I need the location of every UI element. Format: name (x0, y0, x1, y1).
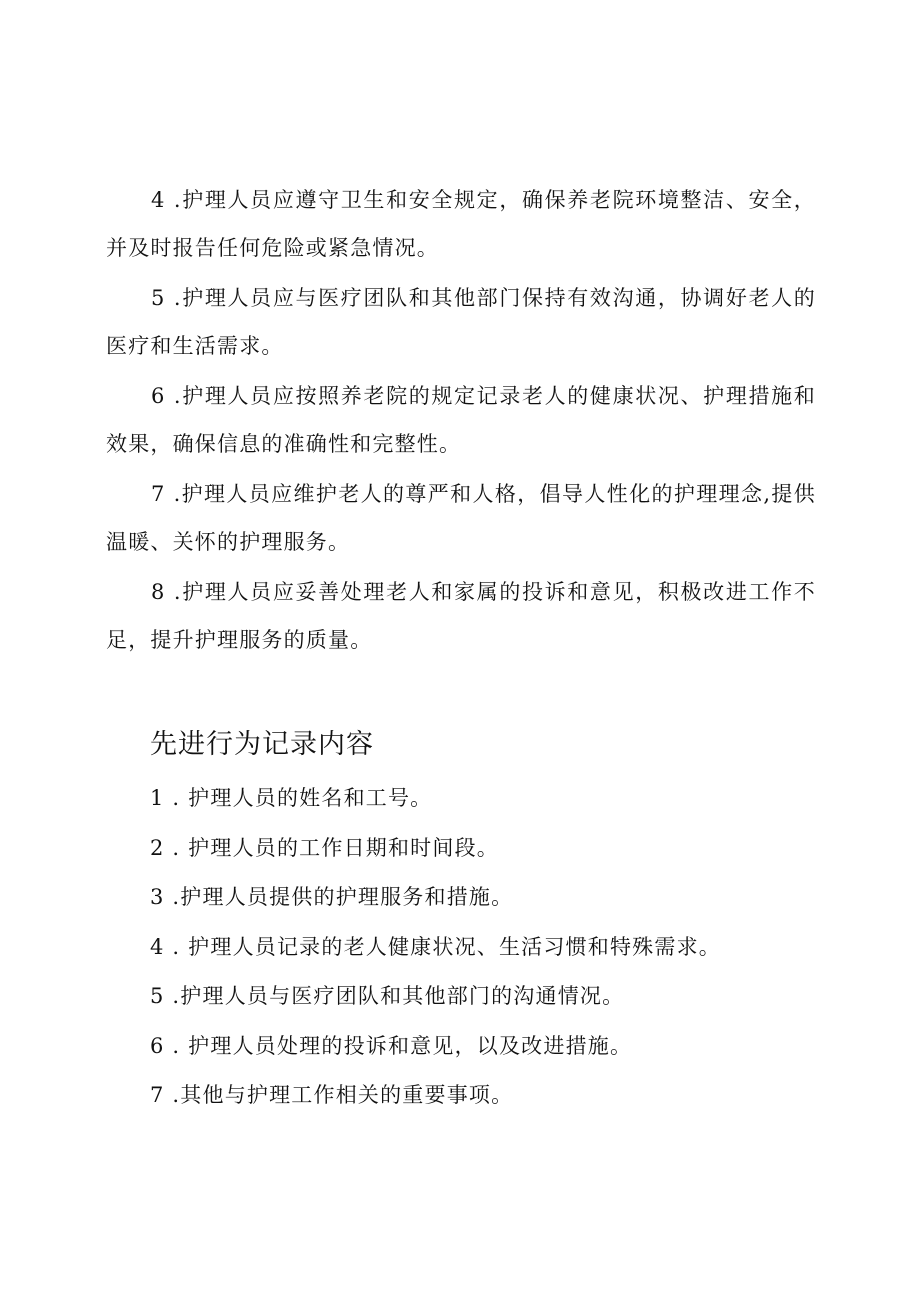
record-item-1: 1 . 护理人员的姓名和工号。 (150, 786, 433, 810)
rule-item-6: 6 .护理人员应按照养老院的规定记录老人的健康状况、护理措施和效果，确保信息的准确性和完整性。 (106, 384, 816, 456)
record-item-2: 2 . 护理人员的工作日期和时间段。 (150, 835, 499, 860)
rule-item-4: 4 .护理人员应遵守卫生和安全规定，确保养老院环境整洁、安全，并及时报告任何危险或紧急情况。 (106, 188, 816, 260)
record-item-6: 6 . 护理人员处理的投诉和意见，以及改进措施。 (150, 1033, 633, 1058)
section-title: 先进行为记录内容 (150, 729, 374, 760)
rule-item-8: 8 .护理人员应妥善处理老人和家属的投诉和意见，积极改进工作不足，提升护理服务的质量。 (106, 580, 816, 652)
record-item-5: 5 .护理人员与医疗团队和其他部门的沟通情况。 (150, 984, 625, 1008)
record-item-4: 4 . 护理人员记录的老人健康状况、生活习惯和特殊需求。 (150, 934, 721, 959)
rule-item-5: 5 .护理人员应与医疗团队和其他部门保持有效沟通，协调好老人的医疗和生活需求。 (106, 286, 816, 358)
record-list (150, 774, 810, 1121)
record-item-7: 7 .其他与护理工作相关的重要事项。 (150, 1083, 514, 1107)
record-item-3: 3 .护理人员提供的护理服务和措施。 (150, 885, 514, 909)
rules-list (106, 176, 816, 666)
rule-item-7: 7 .护理人员应维护老人的尊严和人格，倡导人性化的护理理念,提供温暖、关怀的护理服务。 (106, 482, 816, 554)
